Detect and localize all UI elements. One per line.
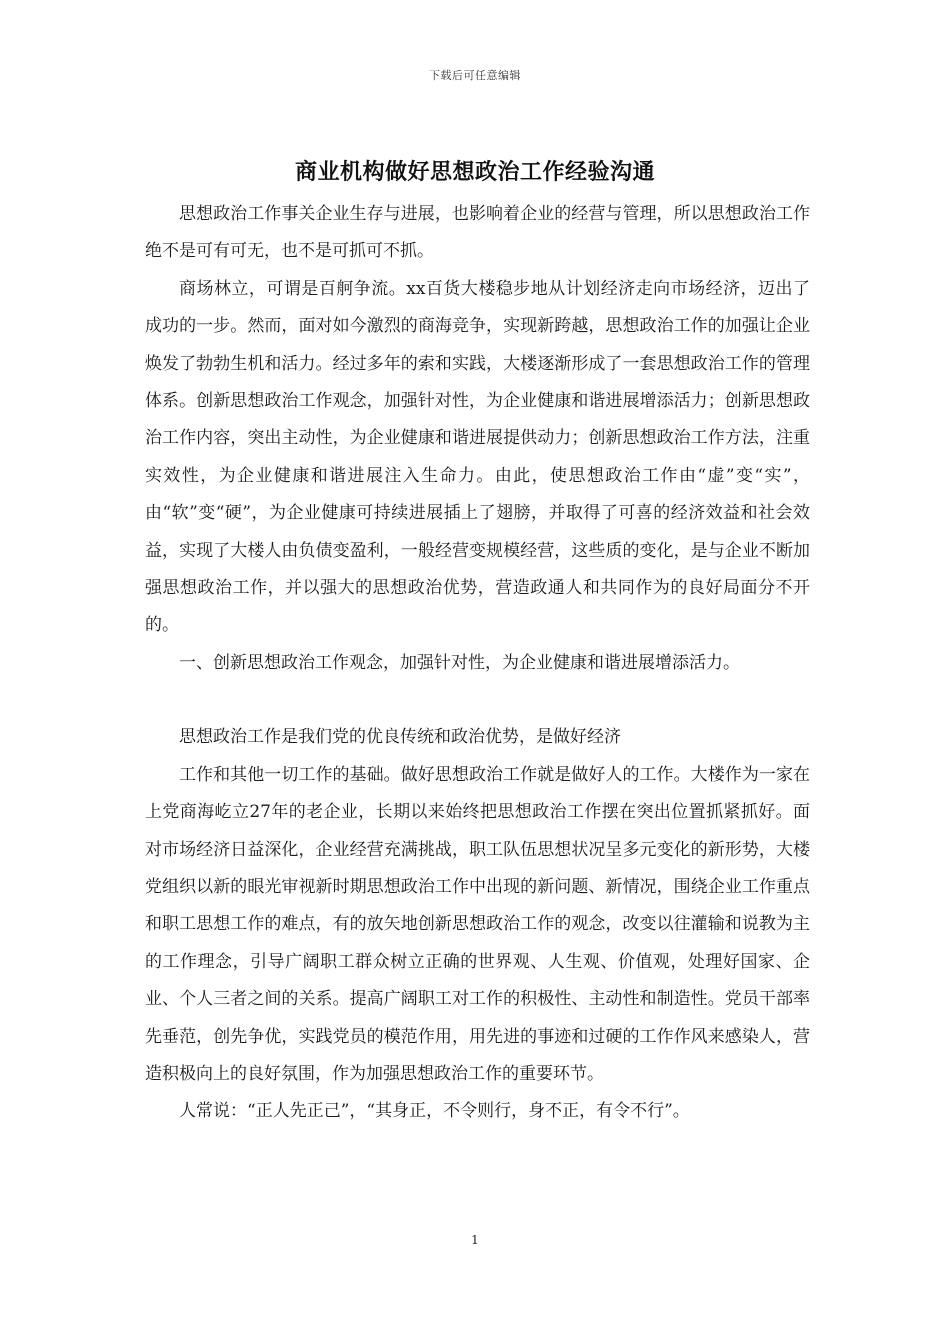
paragraph-intro: 思想政治工作事关企业生存与进展，也影响着企业的经营与管理，所以思想政治工作绝不是可有可无，也不是可抓可不抓。: [145, 204, 810, 262]
paragraph-section-1-lead: 思想政治工作是我们党的优良传统和政治优势，是做好经济: [179, 727, 621, 748]
paragraph-overview: 商场林立，可谓是百舸争流。xx百货大楼稳步地从计划经济走向市场经济，迈出了成功的一步。然而，面对如今激烈的商海竞争，实现新跨越，思想政治工作的加强让企业焕发了勃勃生机和活力。经过多年的索和实践，大楼逐渐形成了一套思想政治工作的管理体系。创新思想政治工作观念，加强针对性，为企业健康和谐进展增添活力；创新思想政治工作内容，突出主动性，为企业健康和谐进展提供动力；创新思想政治工作方法，注重实效性，为企业健康和谐进展注入生命力。由此，使思想政治工作由“虚”变“实”，由“软”变“硬”，为企业健康可持续进展插上了翅膀，并取得了可喜的经济效益和社会效益，实现了大楼人由负债变盈利，一般经营变规模经营，这些质的变化，是与企业不断加强思想政治工作，并以强大的思想政治优势，营造政通人和共同作为的良好局面分不开的。: [145, 278, 810, 636]
document-title: 商业机构做好思想政治工作经验沟通: [294, 159, 655, 185]
paragraph-quote: 人常说：“正人先正己”，“其身正，不令则行，身不正，有令不行”。: [179, 1101, 690, 1122]
paragraph-section-1-body: 工作和其他一切工作的基础。做好思想政治工作就是做好人的工作。大楼作为一家在上党商海屹立27年的老企业，长期以来始终把思想政治工作摆在突出位置抓紧抓好。面对市场经济日益深化，企业经营充满挑战，职工队伍思想状况呈多元变化的新形势，大楼党组织以新的眼光审视新时期思想政治工作中出现的新问题、新情况，围绕企业工作重点和职工思想工作的难点，有的放矢地创新思想政治工作的观念，改变以往灌输和说教为主的工作理念，引导广阔职工群众树立正确的世界观、人生观、价值观，处理好国家、企业、个人三者之间的关系。提高广阔职工对工作的积极性、主动性和制造性。党员干部率先垂范，创先争优，实践党员的模范作用，用先进的事迹和过硬的工作作风来感染人，营造积极向上的良好氛围，作为加强思想政治工作的重要环节。: [145, 764, 810, 1084]
section-heading-1: 一、创新思想政治工作观念，加强针对性，为企业健康和谐进展增添活力。: [179, 652, 740, 673]
page-number: 1: [471, 1233, 479, 1247]
document-body: [145, 196, 810, 1131]
blank-line: [145, 682, 810, 719]
header-note: 下载后可任意编辑: [429, 69, 521, 82]
